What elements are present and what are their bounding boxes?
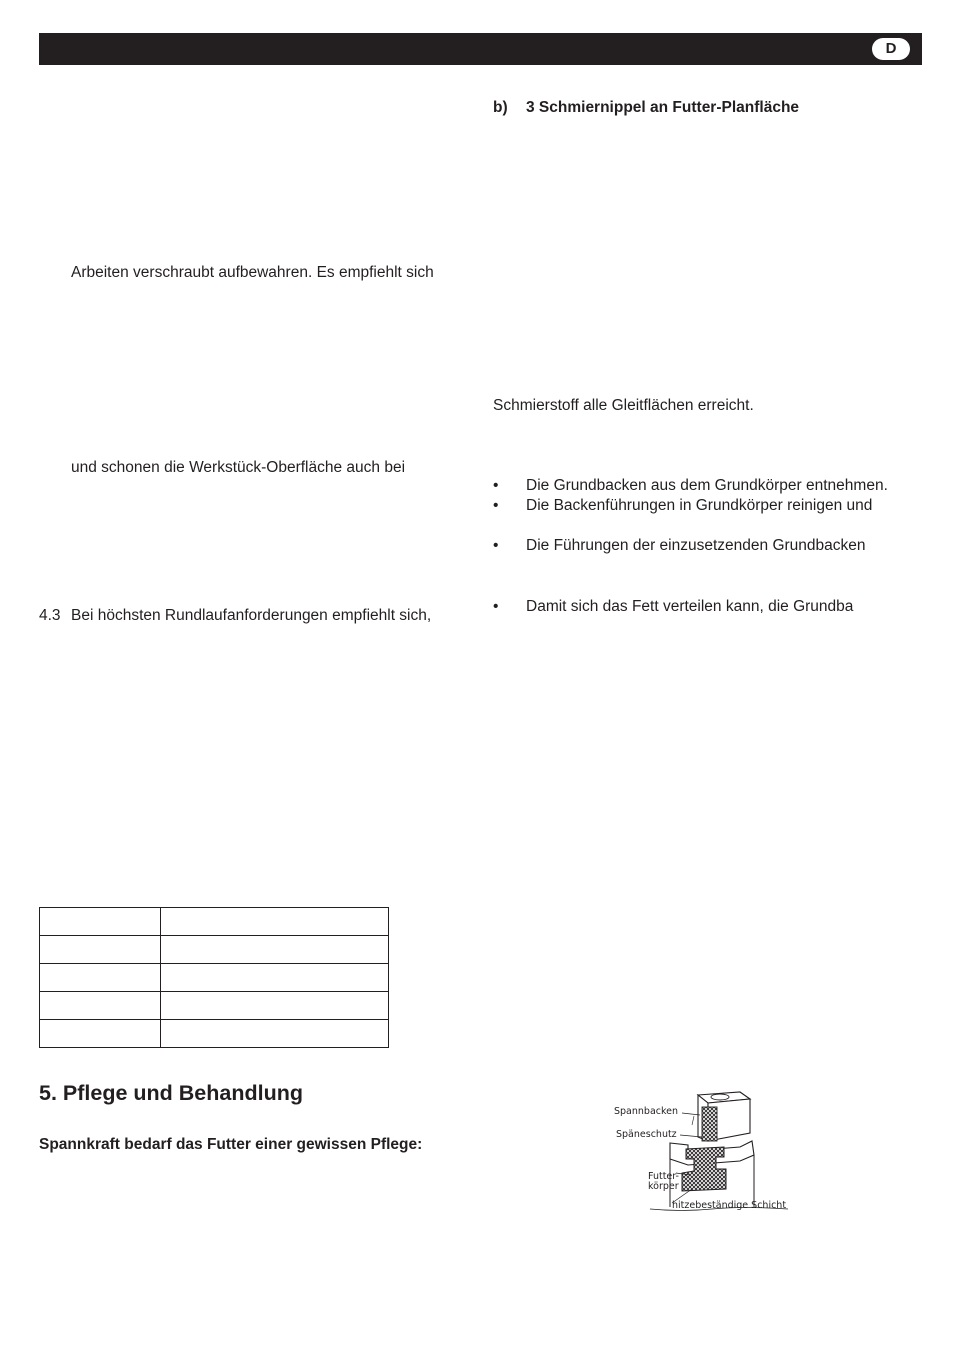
b-heading: 3 Schmiernippel an Futter-Planfläche bbox=[526, 99, 800, 116]
chuck-jaw-diagram bbox=[612, 1085, 792, 1217]
chuck-jaw-sketch bbox=[612, 1085, 792, 1217]
section-heading-5: 5. Pflege und Behandlung bbox=[39, 1081, 303, 1105]
table-row bbox=[40, 908, 389, 936]
table-cell bbox=[161, 1020, 389, 1048]
bullet-symbol: • bbox=[493, 537, 499, 554]
table-cell bbox=[40, 1020, 161, 1048]
bullet-symbol: • bbox=[493, 497, 499, 514]
section-5-subheading: Spannkraft bedarf das Futter einer gewissen Pflege: bbox=[39, 1136, 423, 1153]
label-koerper: körper bbox=[648, 1181, 679, 1192]
table-cell bbox=[40, 992, 161, 1020]
table-row bbox=[40, 1020, 389, 1048]
label-hitzebestaendige-schicht: hitzebeständige Schicht bbox=[672, 1200, 787, 1211]
table-cell bbox=[40, 936, 161, 964]
left-paragraph-1: Arbeiten verschraubt aufbewahren. Es empfiehlt sich bbox=[71, 264, 434, 281]
left-paragraph-2: und schonen die Werkstück-Oberfläche auch bei bbox=[71, 459, 406, 476]
table-row bbox=[40, 992, 389, 1020]
language-badge: D bbox=[872, 38, 910, 60]
table-row bbox=[40, 936, 389, 964]
label-spaneschutz: Späneschutz bbox=[616, 1129, 677, 1140]
bullet-symbol: • bbox=[493, 598, 499, 615]
table-cell bbox=[161, 908, 389, 936]
label-spannbacken: Spannbacken bbox=[614, 1106, 679, 1117]
table-cell bbox=[161, 936, 389, 964]
header-bar bbox=[39, 33, 922, 65]
table-cell bbox=[40, 908, 161, 936]
bullet-item-3: Die Führungen der einzusetzenden Grundbacken bbox=[526, 537, 866, 554]
bullet-symbol: • bbox=[493, 477, 499, 494]
specification-table bbox=[39, 907, 389, 1048]
section-number-4-3: 4.3 bbox=[39, 607, 61, 624]
b-marker: b) bbox=[493, 99, 508, 116]
bullet-item-4: Damit sich das Fett verteilen kann, die Grundba bbox=[526, 598, 854, 615]
table-cell bbox=[161, 964, 389, 992]
label-futter: Futter- bbox=[648, 1171, 679, 1182]
bullet-item-2: Die Backenführungen in Grundkörper reinigen und bbox=[526, 497, 873, 514]
table-row bbox=[40, 964, 389, 992]
left-paragraph-4-3: Bei höchsten Rundlaufanforderungen empfiehlt sich, bbox=[71, 607, 432, 624]
right-paragraph-1: Schmierstoff alle Gleitflächen erreicht. bbox=[493, 397, 754, 414]
table-cell bbox=[40, 964, 161, 992]
bullet-item-1: Die Grundbacken aus dem Grundkörper entnehmen. bbox=[526, 477, 888, 494]
table-cell bbox=[161, 992, 389, 1020]
